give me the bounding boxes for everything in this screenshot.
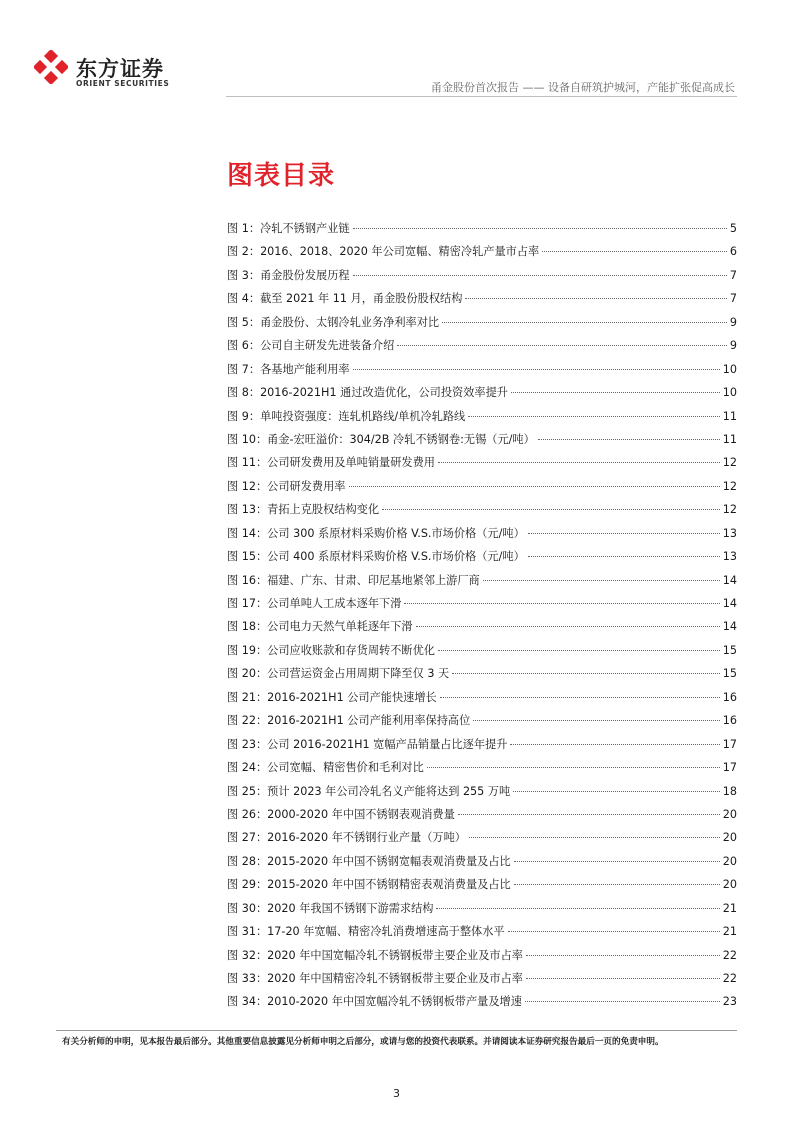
toc-entry[interactable] bbox=[227, 970, 737, 993]
disclaimer: 有关分析师的申明，见本报告最后部分。其他重要信息披露见分析师申明之后部分，或请与您的投资代表联系。并请阅读本证券研究报告最后一页的免责申明。 bbox=[62, 1037, 664, 1047]
toc-entry[interactable] bbox=[227, 736, 737, 759]
toc-dot-leader bbox=[526, 955, 720, 956]
toc-entry[interactable] bbox=[227, 548, 737, 571]
toc-entry-page: 12 bbox=[722, 479, 737, 493]
toc-dot-leader bbox=[510, 744, 719, 745]
toc-entry-page: 16 bbox=[722, 690, 737, 704]
toc-entry[interactable] bbox=[227, 478, 737, 501]
toc-entry-number: 图 16： bbox=[227, 573, 268, 587]
toc-entry[interactable] bbox=[227, 572, 737, 595]
toc-entry-number: 图 7： bbox=[227, 362, 261, 376]
toc-entry-page: 21 bbox=[722, 901, 737, 915]
toc-entry-number: 图 13： bbox=[227, 503, 268, 517]
toc-entry-label: 公司营运资金占用周期下降至仅 3 天 bbox=[267, 667, 450, 681]
toc-entry-number: 图 19： bbox=[227, 643, 268, 657]
toc-entry-number: 图 29： bbox=[227, 878, 268, 892]
toc-entry[interactable] bbox=[227, 923, 737, 946]
toc-entry[interactable] bbox=[227, 947, 737, 970]
toc-entry-page: 11 bbox=[722, 409, 737, 423]
toc-entry-label: 公司 2016-2021H1 宽幅产品销量占比逐年提升 bbox=[267, 737, 508, 751]
toc-entry-page: 22 bbox=[722, 972, 737, 985]
toc-entry-page: 20 bbox=[722, 807, 737, 821]
toc-entry-label: 预计 2023 年公司冷轧名义产能将达到 255 万吨 bbox=[267, 784, 511, 798]
toc-dot-leader bbox=[404, 603, 719, 604]
toc-entry[interactable] bbox=[227, 829, 737, 852]
toc-entry-page: 20 bbox=[722, 831, 737, 845]
toc-entry-number: 图 12： bbox=[227, 479, 268, 493]
toc-entry-label: 2016-2021H1 通过改造优化，公司投资效率提升 bbox=[260, 386, 508, 400]
toc-entry-label: 青拓上克股权结构变化 bbox=[267, 503, 380, 517]
toc-entry[interactable] bbox=[227, 454, 737, 477]
toc-entry-page: 20 bbox=[722, 878, 737, 892]
brand-name-en: ORIENT SECURITIES bbox=[76, 79, 170, 88]
toc-entry-label: 甬金-宏旺溢价：304/2B 冷轧不锈钢卷:无锡（元/吨） bbox=[267, 432, 535, 446]
toc-dot-leader bbox=[436, 908, 719, 909]
toc-dot-leader bbox=[440, 697, 720, 698]
toc-entry-page: 9 bbox=[729, 315, 737, 329]
toc-dot-leader bbox=[525, 1001, 720, 1002]
toc-entry-page: 10 bbox=[722, 362, 737, 376]
footer-divider bbox=[56, 1030, 737, 1031]
toc-entry-page: 10 bbox=[722, 386, 737, 400]
toc-dot-leader bbox=[353, 369, 720, 370]
report-header-title: 甬金股份首次报告 —— 设备自研筑护城河，产能扩张促高成长 bbox=[431, 81, 735, 94]
toc-entry-label: 17-20 年宽幅、精密冷轧消费增速高于整体水平 bbox=[267, 925, 505, 939]
toc-entry[interactable] bbox=[227, 618, 737, 641]
toc-entry[interactable] bbox=[227, 267, 737, 290]
toc-entry[interactable] bbox=[227, 408, 737, 431]
toc-dot-leader bbox=[397, 345, 727, 346]
toc-entry-page: 13 bbox=[722, 526, 737, 540]
toc-entry-label: 公司 400 系原材料采购价格 V.S.市场价格（元/吨） bbox=[267, 550, 525, 564]
toc-entry-number: 图 26： bbox=[227, 807, 268, 821]
toc-entry-number: 图 21： bbox=[227, 690, 268, 704]
toc-entry-number: 图 27： bbox=[227, 831, 268, 845]
toc-entry-number: 图 5： bbox=[227, 315, 261, 329]
toc-entry[interactable] bbox=[227, 759, 737, 782]
toc-dot-leader bbox=[452, 673, 720, 674]
toc-entry-number: 图 34： bbox=[227, 995, 268, 1009]
toc-dot-leader bbox=[526, 978, 720, 979]
toc-dot-leader bbox=[528, 533, 720, 534]
toc-entry-label: 公司电力天然气单耗逐年下滑 bbox=[267, 620, 413, 634]
toc-entry-label: 单吨投资强度：连轧机路线/单机冷轧路线 bbox=[260, 409, 466, 423]
toc-title: 图表目录 bbox=[227, 161, 336, 191]
toc-entry[interactable] bbox=[227, 384, 737, 407]
toc-entry-number: 图 6： bbox=[227, 339, 261, 353]
toc-entry-number: 图 8： bbox=[227, 386, 261, 400]
orient-securities-logo-icon bbox=[34, 50, 68, 84]
toc-entry-label: 公司研发费用率 bbox=[267, 479, 346, 493]
toc-entry-number: 图 30： bbox=[227, 901, 268, 915]
toc-dot-leader bbox=[458, 814, 720, 815]
toc-entry-number: 图 24： bbox=[227, 761, 268, 775]
toc-entry[interactable] bbox=[227, 783, 737, 806]
toc-entry-label: 2015-2020 年中国不锈钢宽幅表观消费量及占比 bbox=[267, 854, 511, 868]
toc-entry-label: 2020 年我国不锈钢下游需求结构 bbox=[267, 901, 434, 915]
toc-entry-label: 2020 年中国精密冷轧不锈钢板带主要企业及市占率 bbox=[267, 972, 523, 985]
toc-entry-label: 各基地产能利用率 bbox=[260, 362, 350, 376]
page-number: 3 bbox=[393, 1087, 400, 1100]
toc-entry-number: 图 3： bbox=[227, 268, 261, 282]
toc-entry-page: 16 bbox=[722, 714, 737, 728]
toc-entry-number: 图 2： bbox=[227, 245, 261, 259]
toc-entry[interactable] bbox=[227, 806, 737, 829]
toc-entry-label: 公司单吨人工成本逐年下滑 bbox=[267, 597, 402, 610]
toc-entry[interactable] bbox=[227, 337, 737, 360]
toc-entry-page: 5 bbox=[729, 222, 737, 235]
toc-entry-page: 12 bbox=[722, 456, 737, 470]
toc-entry-number: 图 31： bbox=[227, 925, 268, 939]
toc-entry[interactable] bbox=[227, 361, 737, 384]
toc-dot-leader bbox=[513, 791, 720, 792]
toc-dot-leader bbox=[353, 275, 727, 276]
brand-name-cn: 东方证券 bbox=[76, 57, 164, 81]
toc-entry-page: 7 bbox=[729, 292, 737, 306]
toc-entry[interactable] bbox=[227, 993, 737, 1016]
toc-entry-page: 12 bbox=[722, 503, 737, 517]
toc-entry-number: 图 20： bbox=[227, 667, 268, 681]
toc-entry-page: 23 bbox=[722, 995, 737, 1009]
toc-entry-number: 图 15： bbox=[227, 550, 268, 564]
toc-entry-label: 公司应收账款和存货周转不断优化 bbox=[267, 643, 435, 657]
toc-entry-page: 14 bbox=[722, 597, 737, 610]
toc-dot-leader bbox=[538, 439, 720, 440]
toc-entry-page: 20 bbox=[722, 854, 737, 868]
page-header bbox=[0, 0, 793, 100]
toc-entry-page: 21 bbox=[722, 925, 737, 939]
toc-entry-label: 2015-2020 年中国不锈钢精密表观消费量及占比 bbox=[267, 878, 511, 892]
toc-entry-page: 13 bbox=[722, 550, 737, 564]
toc-entry-number: 图 10： bbox=[227, 432, 268, 446]
toc-entry[interactable] bbox=[227, 595, 737, 618]
toc-entry-page: 6 bbox=[729, 245, 737, 259]
toc-dot-leader bbox=[465, 298, 726, 299]
toc-entry-number: 图 4： bbox=[227, 292, 261, 306]
toc-entry[interactable] bbox=[227, 431, 737, 454]
toc-entry-page: 15 bbox=[722, 667, 737, 681]
toc-entry-page: 14 bbox=[722, 573, 737, 587]
toc-entry-page: 9 bbox=[729, 339, 737, 353]
toc-entry[interactable] bbox=[227, 712, 737, 735]
toc-entry-page: 17 bbox=[722, 737, 737, 751]
toc-entry-number: 图 22： bbox=[227, 714, 268, 728]
toc-entry[interactable] bbox=[227, 853, 737, 876]
toc-entry-label: 2016-2021H1 公司产能快速增长 bbox=[267, 690, 437, 704]
toc-entry-label: 截至 2021 年 11 月，甬金股份股权结构 bbox=[260, 292, 463, 306]
toc-dot-leader bbox=[382, 509, 720, 510]
table-of-figures bbox=[227, 220, 737, 1017]
toc-entry[interactable] bbox=[227, 665, 737, 688]
toc-entry-label: 公司研发费用及单吨销量研发费用 bbox=[267, 456, 435, 470]
toc-dot-leader bbox=[473, 720, 719, 721]
toc-entry[interactable] bbox=[227, 501, 737, 524]
toc-entry-page: 17 bbox=[722, 761, 737, 775]
toc-entry-label: 公司 300 系原材料采购价格 V.S.市场价格（元/吨） bbox=[267, 526, 525, 540]
toc-dot-leader bbox=[468, 416, 720, 417]
toc-entry[interactable] bbox=[227, 689, 737, 712]
toc-dot-leader bbox=[514, 884, 720, 885]
toc-dot-leader bbox=[349, 486, 720, 487]
toc-entry-number: 图 9： bbox=[227, 409, 261, 423]
header-divider bbox=[226, 96, 737, 97]
toc-entry[interactable] bbox=[227, 220, 737, 243]
toc-dot-leader bbox=[511, 392, 720, 393]
toc-entry[interactable] bbox=[227, 876, 737, 899]
toc-dot-leader bbox=[438, 462, 720, 463]
toc-entry-page: 15 bbox=[722, 643, 737, 657]
toc-entry-label: 公司宽幅、精密售价和毛利对比 bbox=[267, 761, 424, 775]
toc-entry-page: 14 bbox=[722, 620, 737, 634]
toc-entry-label: 2010-2020 年中国宽幅冷轧不锈钢板带产量及增速 bbox=[267, 995, 522, 1009]
toc-entry-number: 图 23： bbox=[227, 737, 268, 751]
toc-dot-leader bbox=[416, 626, 720, 627]
toc-dot-leader bbox=[353, 228, 727, 229]
toc-dot-leader bbox=[469, 837, 720, 838]
toc-entry[interactable] bbox=[227, 314, 737, 337]
toc-entry-label: 甬金股份发展历程 bbox=[260, 268, 350, 282]
toc-entry-number: 图 25： bbox=[227, 784, 268, 798]
toc-entry-number: 图 33： bbox=[227, 972, 268, 985]
toc-entry-number: 图 28： bbox=[227, 854, 268, 868]
toc-dot-leader bbox=[427, 767, 720, 768]
toc-entry-page: 18 bbox=[722, 784, 737, 798]
toc-entry-page: 7 bbox=[729, 268, 737, 282]
toc-entry-number: 图 1： bbox=[227, 222, 261, 235]
toc-dot-leader bbox=[483, 580, 720, 581]
toc-entry-label: 2020 年中国宽幅冷轧不锈钢板带主要企业及市占率 bbox=[267, 948, 523, 962]
toc-entry-number: 图 18： bbox=[227, 620, 268, 634]
toc-entry-label: 2000-2020 年中国不锈钢表观消费量 bbox=[267, 807, 455, 821]
toc-dot-leader bbox=[508, 931, 720, 932]
toc-entry-number: 图 17： bbox=[227, 597, 268, 610]
toc-entry-label: 2016-2021H1 公司产能利用率保持高位 bbox=[267, 714, 471, 728]
toc-dot-leader bbox=[528, 556, 720, 557]
toc-entry-label: 甬金股份、太钢冷轧业务净利率对比 bbox=[260, 315, 440, 329]
toc-entry-page: 22 bbox=[722, 948, 737, 962]
toc-entry-label: 2016-2020 年不锈钢行业产量（万吨） bbox=[267, 831, 466, 845]
toc-entry-label: 冷轧不锈钢产业链 bbox=[260, 222, 350, 235]
toc-dot-leader bbox=[542, 251, 727, 252]
toc-entry[interactable] bbox=[227, 642, 737, 665]
toc-entry-label: 2016、2018、2020 年公司宽幅、精密冷轧产量市占率 bbox=[260, 245, 540, 259]
toc-dot-leader bbox=[438, 650, 720, 651]
toc-entry-label: 公司自主研发先进装备介绍 bbox=[260, 339, 395, 353]
toc-entry[interactable] bbox=[227, 525, 737, 548]
toc-dot-leader bbox=[442, 322, 727, 323]
toc-entry-number: 图 32： bbox=[227, 948, 268, 962]
toc-entry-number: 图 11： bbox=[227, 456, 268, 470]
toc-entry[interactable] bbox=[227, 900, 737, 923]
toc-dot-leader bbox=[514, 861, 720, 862]
toc-entry[interactable] bbox=[227, 290, 737, 313]
toc-entry[interactable] bbox=[227, 243, 737, 266]
toc-entry-number: 图 14： bbox=[227, 526, 268, 540]
toc-entry-label: 福建、广东、甘肃、印尼基地紧邻上游厂商 bbox=[267, 573, 480, 587]
toc-entry-page: 11 bbox=[722, 432, 737, 446]
